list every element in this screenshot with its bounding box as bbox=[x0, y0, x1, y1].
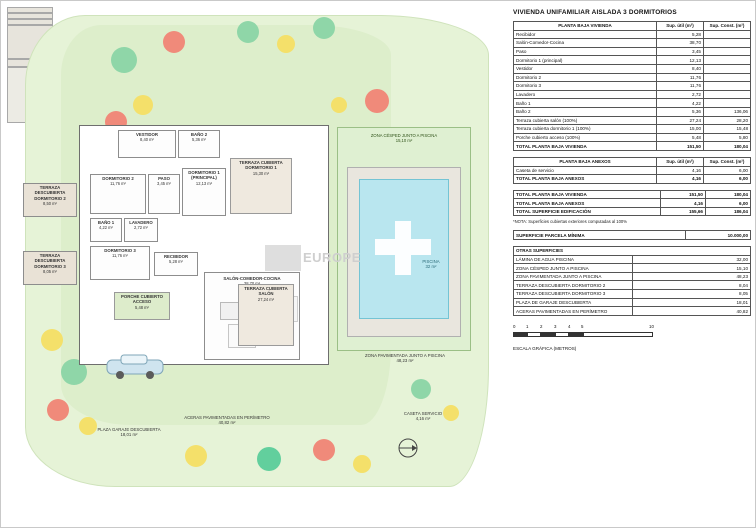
scale-tick: 2 bbox=[540, 323, 543, 329]
row-const: 15,48 bbox=[704, 125, 751, 134]
row-value: 8,04 bbox=[632, 281, 751, 290]
terrace-label: PORCHE CUBIERTO ACCESO bbox=[121, 294, 163, 305]
room-label: SALÓN-COMEDOR-COCINA bbox=[223, 276, 281, 281]
tree-icon bbox=[277, 35, 295, 53]
terrace-covered-salon bbox=[238, 284, 294, 346]
row-label: PLAZA DE GARAJE DESCUBIERTA bbox=[514, 298, 633, 307]
scale-tick: 0 bbox=[513, 323, 516, 329]
room-label: RECIBIDOR bbox=[163, 254, 189, 259]
row-const bbox=[704, 39, 751, 48]
row-util: 15,00 bbox=[657, 125, 704, 134]
table-row bbox=[514, 116, 751, 125]
row-util: 4,22 bbox=[657, 99, 704, 108]
table-row bbox=[514, 264, 751, 273]
row-label: Baño 2 bbox=[514, 107, 657, 116]
row-util: 2,72 bbox=[657, 90, 704, 99]
room-label: DORMITORIO 1 (PRINCIPAL) bbox=[188, 170, 220, 181]
room-area: 3,45 m² bbox=[157, 181, 171, 187]
room-label: LAVADERO bbox=[129, 220, 153, 225]
row-const bbox=[704, 99, 751, 108]
tree-icon bbox=[111, 47, 137, 73]
row-label: ZONA CÉSPED JUNTO A PISCINA bbox=[514, 264, 633, 273]
north-arrow-icon bbox=[395, 435, 421, 461]
room-area: 5,36 m² bbox=[192, 137, 206, 143]
row-util: 4,16 bbox=[657, 175, 704, 184]
row-util: 5,28 bbox=[657, 30, 704, 39]
row-const: 180,04 bbox=[706, 190, 751, 199]
tree-icon bbox=[353, 455, 371, 473]
row-const: 186,04 bbox=[706, 207, 751, 216]
table-row bbox=[514, 30, 751, 39]
terrace-label: TERRAZA DESCUBIERTA DORMITORIO 3 bbox=[34, 253, 66, 269]
room-label: DORMITORIO 3 bbox=[104, 248, 136, 253]
row-label: Caseta de servicio bbox=[514, 166, 657, 175]
scale-tick: 1 bbox=[526, 323, 529, 329]
row-const bbox=[704, 47, 751, 56]
row-label: Lavadero bbox=[514, 90, 657, 99]
row-label: ZONA PAVIMENTADA JUNTO A PISCINA bbox=[514, 272, 633, 281]
tree-icon bbox=[47, 399, 69, 421]
row-label: LÁMINA DE AGUA PISCINA bbox=[514, 255, 633, 264]
row-const: 180,04 bbox=[704, 142, 751, 151]
label-zona-cesped-piscina: ZONA CÉSPED JUNTO A PISCINA 15,10 m² bbox=[370, 133, 438, 144]
row-label: TERRAZA DESCUBIERTA DORMITORIO 2 bbox=[514, 281, 633, 290]
row-label: Terraza cubierta dormitorio 1 (100%) bbox=[514, 125, 657, 134]
scale-bar bbox=[513, 324, 703, 344]
table-row bbox=[514, 290, 751, 299]
label-piscina: PISCINA 32 m² bbox=[422, 259, 440, 270]
tree-icon bbox=[163, 31, 185, 53]
table-row bbox=[514, 231, 751, 240]
room-lavadero bbox=[124, 218, 158, 242]
scale-tick: 5 bbox=[581, 323, 584, 329]
terrace-covered-bedroom1 bbox=[230, 158, 292, 214]
label-plaza-garaje: PLAZA GARAJE DESCUBIERTA 18,01 m² bbox=[97, 427, 161, 438]
room-vestidor bbox=[118, 130, 176, 158]
row-value: 18,01 bbox=[632, 298, 751, 307]
table-row bbox=[514, 190, 751, 199]
room-area: 4,22 m² bbox=[99, 225, 113, 231]
row-const bbox=[704, 56, 751, 65]
table-row bbox=[514, 39, 751, 48]
table-row bbox=[514, 64, 751, 73]
table-row bbox=[514, 107, 751, 116]
row-label: Paso bbox=[514, 47, 657, 56]
row-label: Dormitorio 3 bbox=[514, 82, 657, 91]
col-header: Sup. Const. (m²) bbox=[704, 157, 751, 166]
tree-icon bbox=[185, 445, 207, 467]
table-totales-edificacion bbox=[513, 190, 751, 217]
row-util: 27,24 bbox=[657, 116, 704, 125]
row-value: 32,00 bbox=[632, 255, 751, 264]
scale-segment bbox=[569, 332, 583, 337]
row-label: Porche cubierto acceso (100%) bbox=[514, 133, 657, 142]
label-aceras-perimetro: ACERAS PAVIMENTADAS EN PERÍMETRO 40,82 m² bbox=[184, 415, 270, 426]
table-row bbox=[514, 207, 751, 216]
room-dormitorio1 bbox=[182, 168, 226, 216]
room-area: 2,72 m² bbox=[134, 225, 148, 231]
row-util: 11,76 bbox=[657, 82, 704, 91]
row-label: Dormitorio 2 bbox=[514, 73, 657, 82]
scale-segment bbox=[555, 332, 569, 337]
scale-segment bbox=[541, 332, 555, 337]
room-paso bbox=[148, 174, 180, 214]
row-util: 38,70 bbox=[657, 39, 704, 48]
room-area: 5,28 m² bbox=[169, 259, 183, 265]
row-const bbox=[704, 64, 751, 73]
row-label: Salón-Comedor-Cocina bbox=[514, 39, 657, 48]
terrace-area: 5,48 m² bbox=[135, 304, 149, 310]
tree-icon bbox=[313, 439, 335, 461]
row-const: 6,00 bbox=[704, 166, 751, 175]
areas-tables-panel bbox=[513, 9, 751, 521]
room-area: 11,76 m² bbox=[112, 253, 128, 259]
table-otras-superficies bbox=[513, 246, 751, 316]
row-const bbox=[704, 82, 751, 91]
row-label: Recibidor bbox=[514, 30, 657, 39]
car-icon bbox=[105, 352, 165, 382]
watermark-text: EUROPE bbox=[303, 250, 361, 265]
row-const bbox=[704, 30, 751, 39]
scale-caption: ESCALA GRÁFICA (METROS) bbox=[513, 345, 577, 351]
terrace-area: 8,05 m² bbox=[43, 269, 57, 275]
table-row bbox=[514, 99, 751, 108]
room-label: PASO bbox=[158, 176, 170, 181]
row-const: 136,06 bbox=[704, 107, 751, 116]
table-row bbox=[514, 255, 751, 264]
label-caseta-servicio: CASETA SERVICIO 4,16 m² bbox=[403, 411, 443, 422]
room-bano1 bbox=[90, 218, 122, 242]
col-header: Sup. útil (m²) bbox=[657, 157, 704, 166]
row-label: TOTAL PLANTA BAJA VIVIENDA bbox=[514, 190, 661, 199]
col-header: Sup. útil (m²) bbox=[657, 22, 704, 31]
row-util: 3,45 bbox=[657, 47, 704, 56]
table-row bbox=[514, 199, 751, 208]
table-row bbox=[514, 47, 751, 56]
row-util: 151,50 bbox=[661, 190, 706, 199]
watermark-block bbox=[265, 245, 301, 271]
col-header: PLANTA BAJA VIVIENDA bbox=[514, 22, 657, 31]
terrace-area: 8,50 m² bbox=[43, 201, 57, 207]
table-row bbox=[514, 73, 751, 82]
terrace-label: TERRAZA DESCUBIERTA DORMITORIO 2 bbox=[34, 185, 66, 201]
table-total-row bbox=[514, 175, 751, 184]
row-value: 48,23 bbox=[632, 272, 751, 281]
table-row bbox=[514, 82, 751, 91]
room-label: VESTIDOR bbox=[136, 132, 158, 137]
row-util: 155,66 bbox=[661, 207, 706, 216]
table-row bbox=[514, 125, 751, 134]
page-title: VIVIENDA UNIFAMILIAR AISLADA 3 DORMITORIOS bbox=[513, 9, 677, 16]
row-util: 5,48 bbox=[657, 133, 704, 142]
scale-tick: 4 bbox=[568, 323, 571, 329]
col-header: PLANTA BAJA ANEXOS bbox=[514, 157, 657, 166]
row-label: TOTAL PLANTA BAJA ANEXOS bbox=[514, 175, 657, 184]
row-label: TOTAL PLANTA BAJA ANEXOS bbox=[514, 199, 661, 208]
row-const: 6,00 bbox=[704, 175, 751, 184]
scale-segment bbox=[527, 332, 541, 337]
scale-segment bbox=[583, 332, 653, 337]
row-label: TOTAL PLANTA BAJA VIVIENDA bbox=[514, 142, 657, 151]
tree-icon bbox=[41, 329, 63, 351]
tree-icon bbox=[237, 21, 259, 43]
table-row bbox=[514, 307, 751, 316]
row-value: 10.000,00 bbox=[686, 231, 751, 240]
table-row bbox=[514, 133, 751, 142]
row-label: ACERAS PAVIMENTADAS EN PERÍMETRO bbox=[514, 307, 633, 316]
row-util: 12,13 bbox=[657, 56, 704, 65]
tree-icon bbox=[365, 89, 389, 113]
tree-icon bbox=[257, 447, 281, 471]
scale-tick: 3 bbox=[554, 323, 557, 329]
row-const bbox=[704, 90, 751, 99]
table-parcela-minima bbox=[513, 230, 751, 240]
scale-segment bbox=[513, 332, 527, 337]
room-area: 12,13 m² bbox=[195, 180, 213, 186]
tree-icon bbox=[313, 17, 335, 39]
row-const: 5,80 bbox=[704, 133, 751, 142]
scale-tick: 10 bbox=[649, 323, 654, 329]
table-row bbox=[514, 90, 751, 99]
tree-icon bbox=[331, 97, 347, 113]
terrace-label: TERRAZA CUBIERTA SALÓN bbox=[244, 286, 288, 297]
table-row bbox=[514, 272, 751, 281]
tree-icon bbox=[411, 379, 431, 399]
label-zona-pavimentada-piscina: ZONA PAVIMENTADA JUNTO A PISCINA 48,23 m² bbox=[365, 353, 445, 364]
areas-note: *NOTA: Superficies cubiertas exteriores computadas al 100% bbox=[513, 219, 627, 225]
table-planta-baja-anexos bbox=[513, 157, 751, 184]
row-label: Terraza cubierta salón (100%) bbox=[514, 116, 657, 125]
room-bano2 bbox=[178, 130, 220, 158]
row-const: 28,20 bbox=[704, 116, 751, 125]
room-label: BAÑO 2 bbox=[190, 132, 208, 137]
row-util: 8,40 bbox=[657, 64, 704, 73]
room-label: BAÑO 1 bbox=[97, 220, 115, 225]
col-header: OTRAS SUPERFICIES bbox=[514, 247, 751, 256]
table-planta-baja-vivienda bbox=[513, 21, 751, 151]
row-label: TOTAL SUPERFICIE EDIFICACIÓN bbox=[514, 207, 661, 216]
table-row bbox=[514, 281, 751, 290]
row-const: 6,00 bbox=[706, 199, 751, 208]
row-value: 40,82 bbox=[632, 307, 751, 316]
room-recibidor bbox=[154, 252, 198, 276]
row-util: 151,50 bbox=[657, 142, 704, 151]
terrace-uncovered-bedroom2 bbox=[23, 183, 77, 217]
terrace-area: 15,30 m² bbox=[252, 170, 270, 176]
porch-covered-access bbox=[114, 292, 170, 320]
site-plan-drawing bbox=[7, 7, 507, 523]
room-label: DORMITORIO 2 bbox=[102, 176, 134, 181]
row-util: 11,76 bbox=[657, 73, 704, 82]
table-total-row bbox=[514, 142, 751, 151]
room-area: 11,76 m² bbox=[110, 181, 126, 187]
table-row bbox=[514, 298, 751, 307]
row-label: SUPERFICIE PARCELA MÍNIMA bbox=[514, 231, 686, 240]
tree-icon bbox=[133, 95, 153, 115]
table-row bbox=[514, 56, 751, 65]
table-row bbox=[514, 166, 751, 175]
row-util: 4,16 bbox=[661, 199, 706, 208]
row-label: Dormitorio 1 (principal) bbox=[514, 56, 657, 65]
row-value: 8,05 bbox=[632, 290, 751, 299]
row-label: TERRAZA DESCUBIERTA DORMITORIO 3 bbox=[514, 290, 633, 299]
terrace-label: TERRAZA CUBIERTA DORMITORIO 1 bbox=[239, 160, 283, 171]
room-dormitorio2 bbox=[90, 174, 146, 214]
room-dormitorio3 bbox=[90, 246, 150, 280]
col-header: Sup. Const. (m²) bbox=[704, 22, 751, 31]
terrace-area: 27,24 m² bbox=[257, 296, 275, 302]
row-value: 15,10 bbox=[632, 264, 751, 273]
row-util: 5,36 bbox=[657, 107, 704, 116]
row-label: Baño 1 bbox=[514, 99, 657, 108]
row-util: 4,16 bbox=[657, 166, 704, 175]
row-label: Vestidor bbox=[514, 64, 657, 73]
terrace-uncovered-bedroom3 bbox=[23, 251, 77, 285]
graphic-scale bbox=[513, 324, 751, 351]
row-const bbox=[704, 73, 751, 82]
room-area: 8,40 m² bbox=[140, 137, 154, 143]
